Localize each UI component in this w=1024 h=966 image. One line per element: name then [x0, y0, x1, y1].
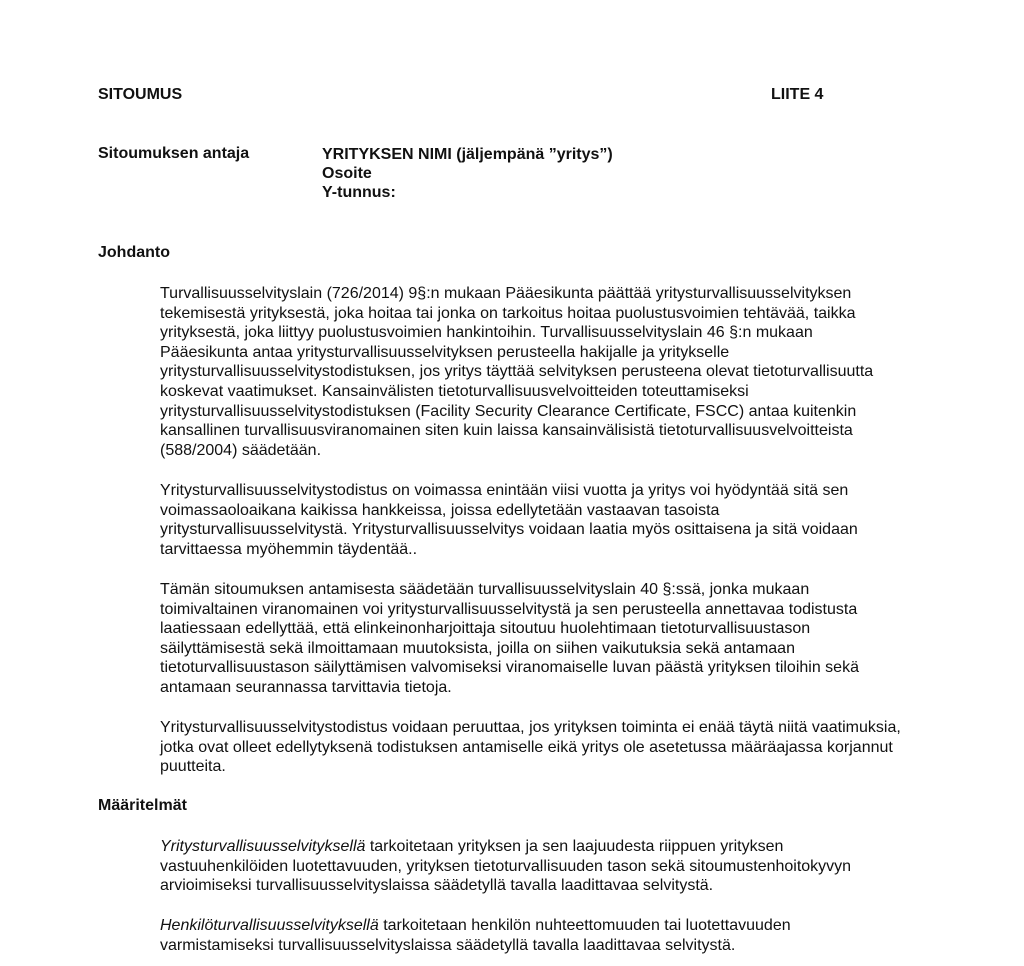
company-name: YRITYKSEN NIMI (jäljempänä ”yritys”): [322, 146, 613, 163]
definition-henkiloturvallisuusselvitys: [160, 916, 960, 955]
text-line: (588/2004) säädetään.: [160, 441, 322, 459]
text-line: tekemisestä yrityksestä, joka hoitaa tai jonka on tarkoitus hoitaa puolustusvoimien tehtävää, taikka: [160, 304, 856, 322]
text-line: Pääesikunta antaa yritysturvallisuusselvityksen perusteella hakijalle ja yritykselle: [160, 343, 730, 361]
commitment-giver-details: [322, 145, 613, 202]
definition-yritysturvallisuusselvitys: [160, 837, 960, 896]
text-line: puutteita.: [160, 758, 226, 776]
text-line: [160, 837, 960, 857]
text-line: arvioimiseksi turvallisuusselvityslaissa säädetyllä tavalla laadittavaa selvitystä.: [160, 877, 714, 895]
text-line: yrityksestä, joka liittyy puolustusvoimien hankintoihin. Turvallisuusselvityslain 46 §:n mukaan: [160, 324, 813, 342]
definition-text: tarkoitetaan henkilön nuhteettomuuden tai luotettavuuden: [378, 917, 791, 934]
text-line: Yritysturvallisuusselvitystodistus on voimassa enintään viisi vuotta ja yritys voi hyödyntää sitä sen: [160, 482, 849, 499]
text-line: vastuuhenkilöiden luotettavuuden, yrityksen tietoturvallisuuden tason sekä sitoumustenhoitokyvyn: [160, 857, 852, 875]
section-title-maaritelmat: Määritelmät: [98, 797, 187, 814]
text-line: laatiessaan edellyttää, että elinkeinonharjoittaja sitoutuu huolehtimaan tietoturvallisuustason: [160, 620, 811, 638]
commitment-giver-label: Sitoumuksen antaja: [98, 145, 250, 162]
text-line: säilyttämisestä sekä ilmoittamaan muutoksista, joilla on siihen vaikutuksia sekä antamaan: [160, 639, 795, 657]
text-line: toimivaltainen viranomainen voi yritysturvallisuusselvitystä ja sen perusteella annettavaa todistusta: [160, 600, 858, 618]
text-line: koskevat vaatimukset. Kansainvälisten tietoturvallisuusvelvoitteiden toteuttamiseksi: [160, 382, 749, 400]
text-line: Turvallisuusselvityslain (726/2014) 9§:n mukaan Pääesikunta päättää yritysturvallisuusselvityksen: [160, 285, 852, 302]
text-line: voimassaoloaikana kaikissa hankkeissa, joissa edellytetään vastaavan tasoista: [160, 501, 720, 519]
definition-text: tarkoitetaan yrityksen ja sen laajuudesta riippuen yrityksen: [365, 838, 784, 855]
paragraph-intro-4: [160, 718, 960, 777]
defined-term: Henkilöturvallisuusselvityksellä: [160, 917, 379, 934]
text-line: Tämän sitoumuksen antamisesta säädetään turvallisuusselvityslain 40 §:ssä, jonka mukaan: [160, 581, 810, 598]
paragraph-intro-2: [160, 481, 960, 559]
text-line: Yritysturvallisuusselvitystodistus voidaan peruuttaa, jos yrityksen toiminta ei enää täytä niitä vaatimuksia,: [160, 719, 901, 736]
text-line: tarvittaessa myöhemmin täydentää..: [160, 540, 418, 558]
text-line: [160, 916, 960, 936]
text-line: yritysturvallisuusselvitystodistuksen, jos yritys täyttää selvityksen perusteena olevat tietoturvallisuutta: [160, 363, 874, 381]
defined-term: Yritysturvallisuusselvityksellä: [160, 838, 366, 855]
paragraph-intro-1: [160, 284, 960, 460]
text-line: antamaan seurannassa tarvittavia tietoja.: [160, 678, 452, 696]
text-line: tietoturvallisuustason säilyttämisen valvomiseksi viranomaiselle luvan päästä yrityksen tiloihin sekä: [160, 659, 859, 677]
business-id: Y-tunnus:: [322, 184, 396, 201]
section-title-johdanto: Johdanto: [98, 244, 170, 261]
text-line: kansallinen turvallisuusviranomainen siten kuin laissa kansainvälisistä tietoturvallisuusvelvoitteista: [160, 422, 853, 440]
text-line: yritysturvallisuusselvitystä. Yritysturvallisuusselvitys voidaan laatia myös osittaisena ja sitä voidaan: [160, 521, 858, 539]
attachment-label: LIITE 4: [771, 86, 824, 103]
paragraph-intro-3: [160, 580, 960, 698]
text-line: yritysturvallisuusselvitystodistuksen (Facility Security Clearance Certificate, FSCC) antaa kuitenkin: [160, 402, 857, 420]
text-line: jotka ovat olleet edellytyksenä todistuksen antamiselle eikä yritys ole asetetussa määräajassa korjannut: [160, 738, 893, 756]
company-address: Osoite: [322, 165, 372, 182]
text-line: varmistamiseksi turvallisuusselvityslaissa säädetyllä tavalla laadittavaa selvitystä.: [160, 936, 736, 954]
document-title: SITOUMUS: [98, 86, 183, 103]
